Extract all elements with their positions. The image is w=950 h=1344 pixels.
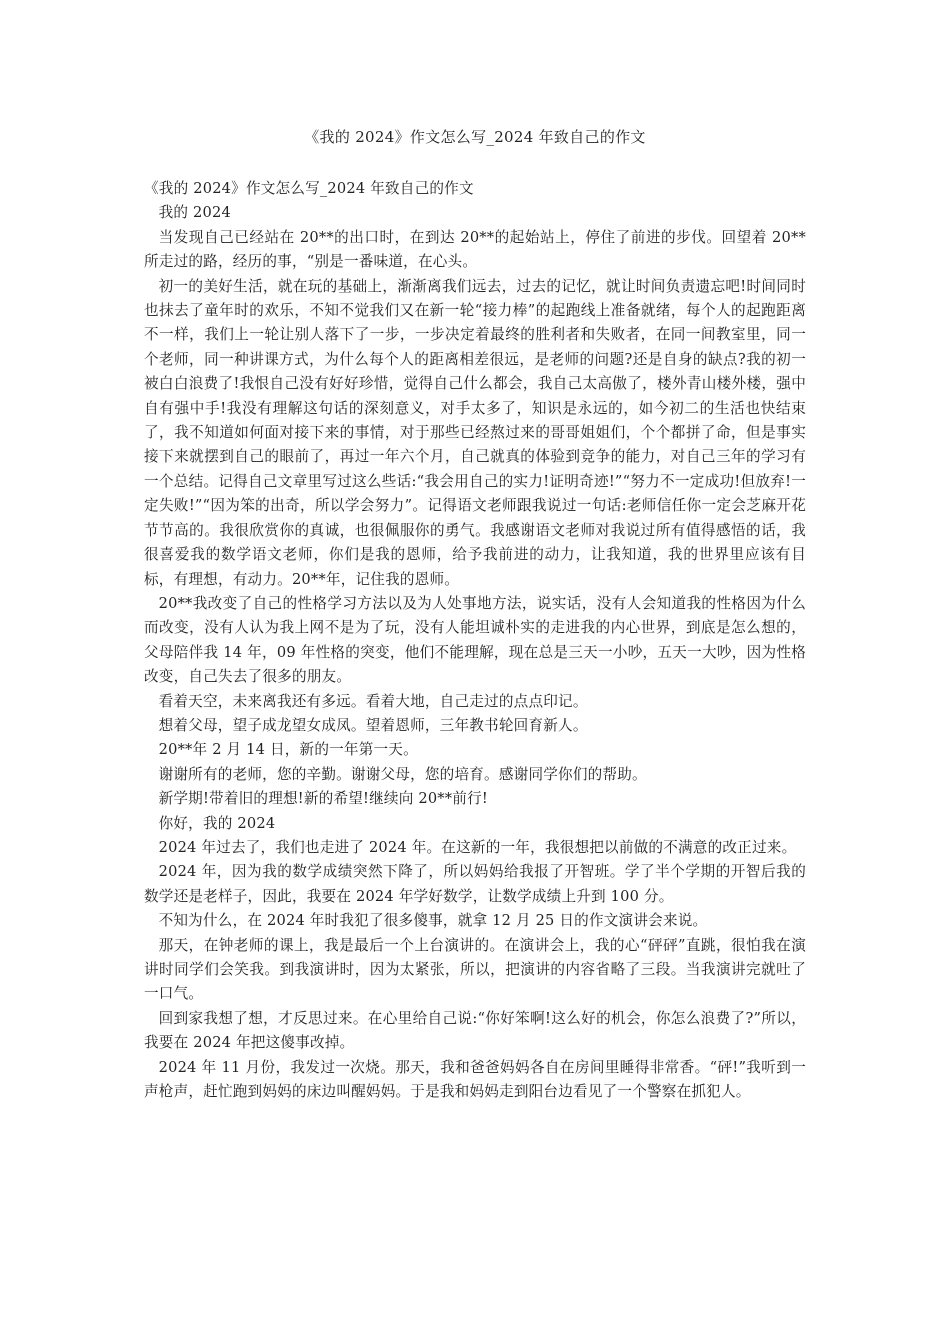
paragraph: 看着天空，未来离我还有多远。看着大地，自己走过的点点印记。	[158, 692, 588, 710]
paragraph: 20**年 2 月 14 日，新的一年第一天。	[158, 741, 418, 759]
paragraph: 2024 年过去了，我们也走进了 2024 年。在这新的一年，我很想把以前做的不满意的改正过来。	[158, 838, 797, 856]
paragraph: 当发现自己已经站在 20**的出口时，在到达 20**的起始站上，停住了前进的步伐。回望着 20**所走过的路，经历的事，“别是一番味道，在心头。	[144, 228, 806, 271]
paragraph: 不知为什么，在 2024 年时我犯了很多傻事，就拿 12 月 25 日的作文演讲会来说。	[158, 912, 708, 930]
paragraph: 20**我改变了自己的性格学习方法以及为人处事地方法，说实话，没有人会知道我的性格因为什么而改变，没有人认为我上网不是为了玩，没有人能坦诚朴实的走进我的内心世界，到底是怎么想的，父母陪伴我 14 年，09 年性格的突变，他们不能理解，现在总是三天一小吵，五天一大吵，因为性格改变，自己失去了很多的朋友。	[144, 594, 806, 686]
paragraph: 想着父母，望子成龙望女成凤。望着恩师，三年教书轮回育新人。	[158, 716, 588, 734]
paragraph: 初一的美好生活，就在玩的基础上，渐渐离我们远去，过去的记忆，就让时间负责遗忘吧!时间同时也抹去了童年时的欢乐，不知不觉我们又在新一轮“接力棒”的起跑线上准备就绪，每个人的起跑距离不一样，我们上一轮让别人落下了一步，一步决定着最终的胜利者和失败者，在同一间教室里，同一个老师，同一种讲课方式，为什么每个人的距离相差很远，是老师的问题?还是自身的缺点?我的初一被白白浪费了!我恨自己没有好好珍惜，觉得自己什么都会，我自己太高傲了，楼外青山楼外楼，强中自有强中手!我没有理解这句话的深刻意义，对手太多了，知识是永远的，如今初二的生活也快结束了，我不知道如何面对接下来的事情，对于那些已经熬过来的哥哥姐姐们，个个都拼了命，但是事实接下来就摆到自己的眼前了，再过一年六个月，自己就真的体验到竞争的能力，对自己三年的学习有一个总结。记得自己文章里写过这么些话:“我会用自己的实力!证明奇迹!”“努力不一定成功!但放弃!一定失败!”“因为笨的出奇，所以学会努力”。记得语文老师跟我说过一句话:老师信任你一定会芝麻开花节节高的。我很欣赏你的真诚，也很佩服你的勇气。我感谢语文老师对我说过所有值得感悟的话，我很喜爱我的数学语文老师，你们是我的恩师，给予我前进的动力，让我知道，我的世界里应该有目标，有理想，有动力。20**年，记住我的恩师。	[144, 277, 806, 588]
document-title: 《我的 2024》作文怎么写_2024 年致自己的作文	[304, 128, 646, 146]
paragraph: 谢谢所有的老师，您的辛勤。谢谢父母，您的培育。感谢同学你们的帮助。	[158, 765, 647, 783]
paragraph-subtitle-1: 我的 2024	[158, 204, 231, 222]
document-body	[144, 177, 806, 1104]
paragraph: 2024 年 11 月份，我发过一次烧。那天，我和爸爸妈妈各自在房间里睡得非常香。“砰!”我听到一声枪声，赶忙跑到妈妈的床边叫醒妈妈。于是我和妈妈走到阳台边看见了一个警察在抓犯人。	[144, 1058, 806, 1101]
paragraph: 那天，在钟老师的课上，我是最后一个上台演讲的。在演讲会上，我的心“砰砰”直跳，很怕我在演讲时同学们会笑我。到我演讲时，因为太紧张，所以，把演讲的内容省略了三段。当我演讲完就吐了一口气。	[144, 936, 806, 1003]
paragraph: 2024 年，因为我的数学成绩突然下降了，所以妈妈给我报了开智班。学了半个学期的开智后我的数学还是老样子，因此，我要在 2024 年学好数学，让数学成绩上升到 100 分。	[144, 863, 806, 905]
paragraph: 回到家我想了想，才反思过来。在心里给自己说:“你好笨啊!这么好的机会，你怎么浪费了?”所以，我要在 2024 年把这傻事改掉。	[144, 1009, 806, 1052]
paragraph-heading: 《我的 2024》作文怎么写_2024 年致自己的作文	[144, 180, 474, 197]
paragraph: 新学期!带着旧的理想!新的希望!继续向 20**前行!	[158, 790, 488, 808]
paragraph-subtitle-2: 你好，我的 2024	[158, 814, 276, 832]
